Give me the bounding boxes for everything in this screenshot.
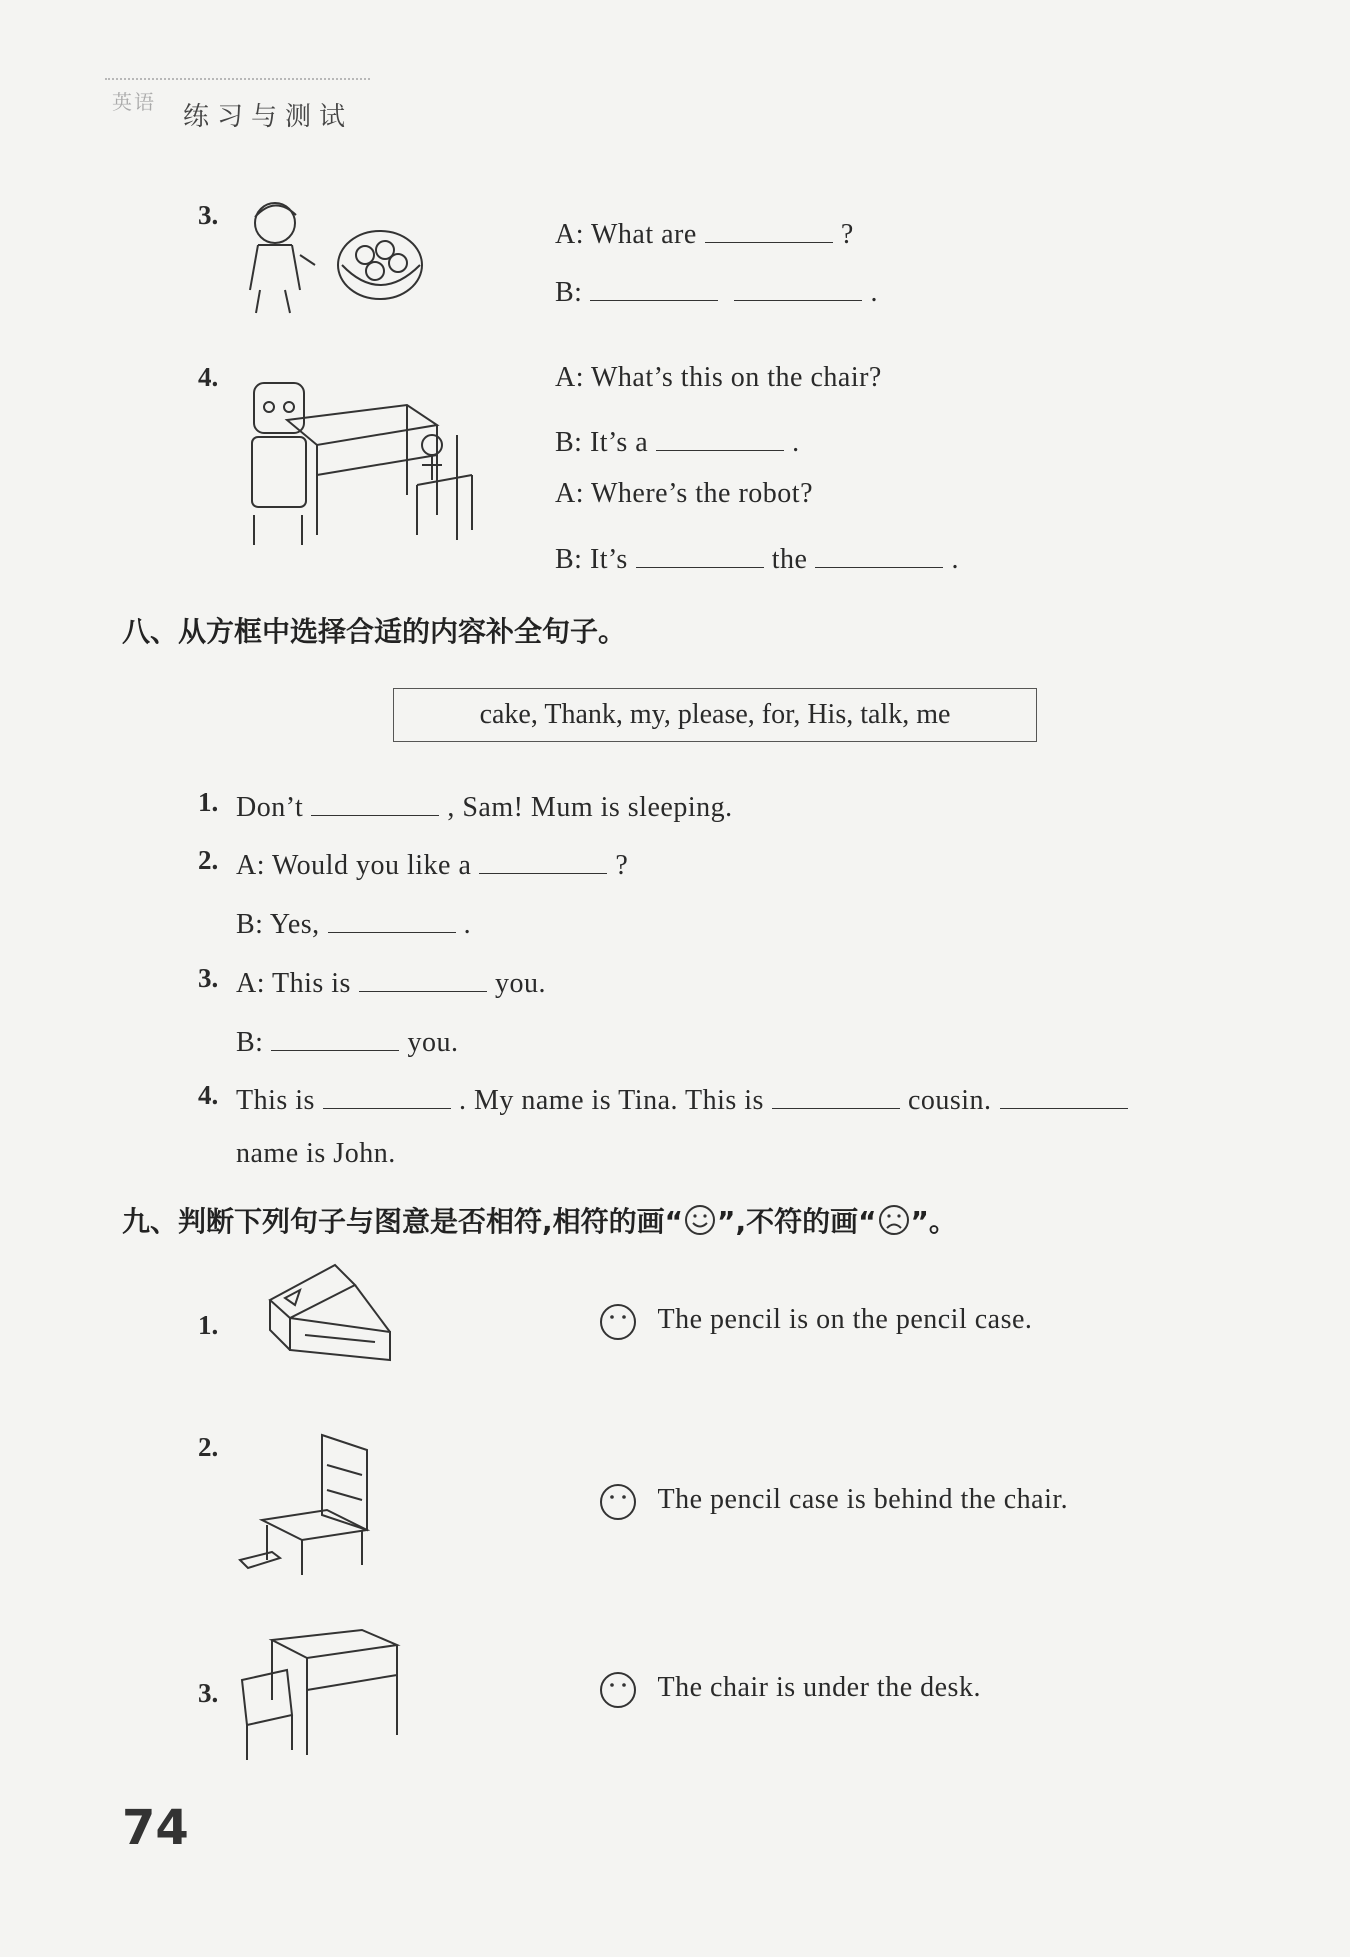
p8-q1-number: 1.	[198, 787, 219, 817]
p8-q4-p2: . My name is Tina. This is	[458, 1085, 764, 1116]
p8-q4-number: 4.	[198, 1080, 219, 1110]
p7-q4-l4-blank-2[interactable]	[815, 537, 943, 568]
p7-q4-l4-mid: the	[771, 544, 808, 575]
part9-title-c: ”。	[910, 1205, 957, 1238]
p8-q1-suffix: , Sam! Mum is sleeping.	[447, 792, 733, 823]
p8-q2-b-blank[interactable]	[328, 902, 456, 933]
chair-under-desk-illustration	[232, 1620, 402, 1770]
p8-q4-blank-3[interactable]	[1000, 1078, 1128, 1109]
p9-q3-line	[598, 1670, 981, 1710]
p7-q4-l2-suffix: .	[792, 427, 800, 458]
word-box: cake, Thank, my, please, for, His, talk, me	[393, 688, 1037, 742]
p8-q3-a-blank[interactable]	[359, 961, 487, 992]
blank-face-icon[interactable]	[598, 1670, 638, 1710]
p8-q3-line-b	[236, 1020, 458, 1059]
p7-q3-a-blank[interactable]	[705, 212, 833, 243]
p9-q3-number: 3.	[198, 1678, 219, 1708]
p7-q3-b-suffix: .	[870, 277, 878, 308]
p7-q3-b-blank-1[interactable]	[590, 270, 718, 301]
smiley-face-icon	[683, 1203, 717, 1237]
p8-q3-b-prefix: B:	[236, 1027, 264, 1058]
p7-q3-line-a	[555, 212, 854, 251]
p8-q2-a-suffix: ?	[615, 850, 629, 881]
p7-q4-line-2	[555, 420, 800, 459]
p9-q1-text: The pencil is on the pencil case.	[657, 1304, 1033, 1336]
robot-desk-chair-illustration	[232, 375, 477, 555]
p8-q3-b-blank[interactable]	[271, 1020, 399, 1051]
p7-q3-a-prefix: A: What are	[555, 219, 697, 250]
p7-q4-line-1: A: What’s this on the chair?	[555, 362, 882, 393]
p7-q3-number: 3.	[198, 200, 219, 230]
blank-face-icon[interactable]	[598, 1302, 638, 1342]
p8-q4-line-1	[236, 1078, 1136, 1117]
boy-and-basket-illustration	[230, 195, 430, 320]
p8-q2-number: 2.	[198, 845, 219, 875]
p7-q4-l4-suffix: .	[951, 544, 959, 575]
p8-q4-blank-1[interactable]	[323, 1078, 451, 1109]
p8-q3-number: 3.	[198, 963, 219, 993]
header-rule	[105, 78, 370, 80]
pencil-case-illustration	[265, 1260, 395, 1370]
p9-q3-text: The chair is under the desk.	[657, 1672, 981, 1704]
p8-q3-line-a	[236, 961, 546, 1000]
p8-q2-line-b	[236, 902, 471, 941]
p8-q1-prefix: Don’t	[236, 792, 304, 823]
p7-q3-b-prefix: B:	[555, 277, 583, 308]
p7-q3-a-suffix: ?	[840, 219, 854, 250]
p8-q4-p3: cousin.	[907, 1085, 992, 1116]
p8-q4-blank-2[interactable]	[772, 1078, 900, 1109]
p9-q2-text: The pencil case is behind the chair.	[657, 1484, 1069, 1516]
chair-and-pencil-case-illustration	[232, 1430, 382, 1580]
p8-q1-line	[236, 785, 733, 824]
p7-q4-l4-blank-1[interactable]	[636, 537, 764, 568]
p7-q3-line-b	[555, 270, 878, 309]
p8-q2-a-prefix: A: Would you like a	[236, 850, 472, 881]
sad-face-icon	[877, 1203, 911, 1237]
p8-q2-b-prefix: B: Yes,	[236, 909, 320, 940]
p9-q2-line	[598, 1482, 1068, 1522]
p7-q4-line-3: A: Where’s the robot?	[555, 478, 814, 509]
p7-q4-number: 4.	[198, 362, 219, 392]
page-number: 74	[122, 1800, 189, 1856]
p7-q4-l2-blank[interactable]	[656, 420, 784, 451]
part9-title	[122, 1200, 957, 1240]
p8-q2-a-blank[interactable]	[479, 843, 607, 874]
p9-q1-line	[598, 1302, 1032, 1342]
p8-q3-b-suffix: you.	[407, 1027, 459, 1058]
header-title: 练习与测试	[183, 102, 354, 132]
part9-title-a: 九、判断下列句子与图意是否相符,相符的画“	[122, 1205, 684, 1238]
p7-q3-b-blank-2[interactable]	[734, 270, 862, 301]
p7-q4-l4-prefix: B: It’s	[555, 544, 628, 575]
p8-q3-a-prefix: A: This is	[236, 968, 351, 999]
blank-face-icon[interactable]	[598, 1482, 638, 1522]
p8-q1-blank[interactable]	[311, 785, 439, 816]
p8-q3-a-suffix: you.	[494, 968, 546, 999]
p8-q2-b-suffix: .	[463, 909, 472, 940]
p9-q2-number: 2.	[198, 1432, 219, 1462]
header-subject: 英语	[112, 90, 156, 114]
part8-title: 八、从方框中选择合适的内容补全句子。	[122, 615, 627, 648]
p9-q1-number: 1.	[198, 1310, 219, 1340]
p8-q4-line-2: name is John.	[236, 1138, 396, 1169]
p7-q4-line-4	[555, 537, 959, 576]
p7-q4-l2-prefix: B: It’s a	[555, 427, 649, 458]
p8-q4-p1: This is	[236, 1085, 315, 1116]
part9-title-b: ”,不符的画“	[717, 1205, 877, 1238]
p8-q2-line-a	[236, 843, 628, 882]
